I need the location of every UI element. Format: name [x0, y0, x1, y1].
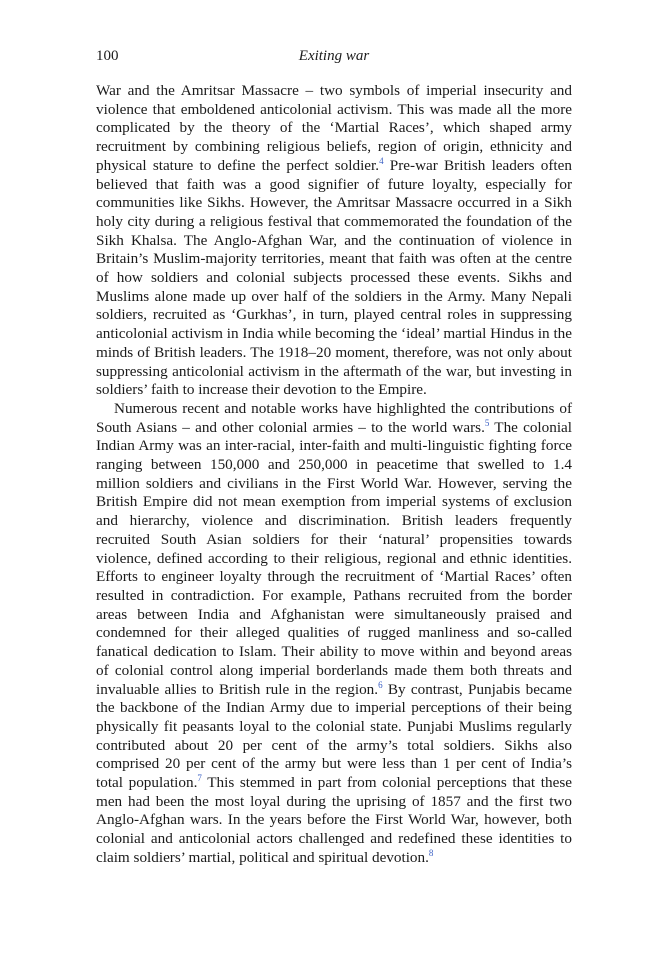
- text-segment: War and the Amritsar Massacre – two symbols of imperial insecurity and violence that emboldened anticolonial activism. This was made all the more complicated by the theory of the ‘Martial Races’, which shaped army recruitment by combining religious beliefs, region of origin, ethnicity and physical stature to define the perfect soldier.: [96, 82, 572, 174]
- text-segment: Pre-war British leaders often believed that faith was a good signifier of future loyalty, especially for communities like Sikhs. However, the Amritsar Massacre occurred in a Sikh holy city during a religious festival that commemorated the foundation of the Sikh Khalsa. The Anglo-Afghan War, and the continuation of violence in Britain’s Muslim-majority territories, meant that faith was often at the centre of how soldiers and colonial subjects processed these events. Sikhs and Muslims alone made up over half of the soldiers in the Army. Many Nepali soldiers, recruited as ‘Gurkhas’, in turn, played central roles in suppressing anticolonial activism in India while becoming the ‘ideal’ martial Hindus in the minds of British leaders. The 1918–20 moment, therefore, was not only about suppressing anticolonial activism in the aftermath of the war, but investing in soldiers’ faith to increase their devotion to the Empire.: [96, 156, 572, 399]
- body-text: [96, 82, 572, 868]
- footnote-ref-8[interactable]: 8: [428, 847, 434, 858]
- text-segment: The colonial Indian Army was an inter-racial, inter-faith and multi-linguistic fighting force ranging between 150,000 and 250,000 in peacetime that swelled to 1.4 million soldiers and civilians in the First World War. However, serving the British Empire did not mean exemption from imperial systems of exclusion and hierarchy, violence and discrimination. British leaders frequently recruited South Asian soldiers for their ‘natural’ propensities towards violence, defined according to their religious, regional and ethnic identities. Efforts to engineer loyalty through the recruitment of ‘Martial Races’ often resulted in contradiction. For example, Pathans recruited from the border areas between India and Afghanistan were simultaneously praised and condemned for their alleged qualities of rugged manliness and so-called fanatical dedication to Islam. Their ability to move within and beyond areas of colonial control along imperial borderlands made them both threats and invaluable allies to British rule in the region.: [96, 418, 573, 698]
- text-segment: This stemmed in part from colonial perceptions that these men had been the most loyal during the uprising of 1857 and the first two Anglo-Afghan wars. In the years before the First World War, however, both colonial and anticolonial actors challenged and redefined these identities to claim soldiers’ martial, political and spiritual devotion.: [96, 774, 572, 866]
- paragraph-1: [96, 82, 572, 400]
- page-number: 100: [96, 48, 119, 64]
- book-page: [96, 48, 572, 868]
- footnote-ref-6[interactable]: 6: [378, 679, 383, 690]
- footnote-ref-5[interactable]: 5: [484, 417, 490, 428]
- footnote-ref-4[interactable]: 4: [379, 155, 384, 166]
- running-head: [96, 48, 572, 70]
- text-segment: By contrast, Punjabis became the backbone of the Indian Army due to imperial perceptions of their being physically fit peasants loyal to the colonial state. Punjabi Muslims regularly contributed about 20 per cent of the army’s total soldiers. Sikhs also comprised 20 per cent of the army but were less than 1 per cent of India’s total population.: [96, 680, 572, 792]
- text-segment: Numerous recent and notable works have highlighted the contributions of South Asians – and other colonial armies – to the world wars.: [96, 399, 572, 436]
- paragraph-2: [96, 400, 572, 868]
- footnote-ref-7[interactable]: 7: [197, 772, 202, 783]
- running-title: Exiting war: [298, 48, 370, 64]
